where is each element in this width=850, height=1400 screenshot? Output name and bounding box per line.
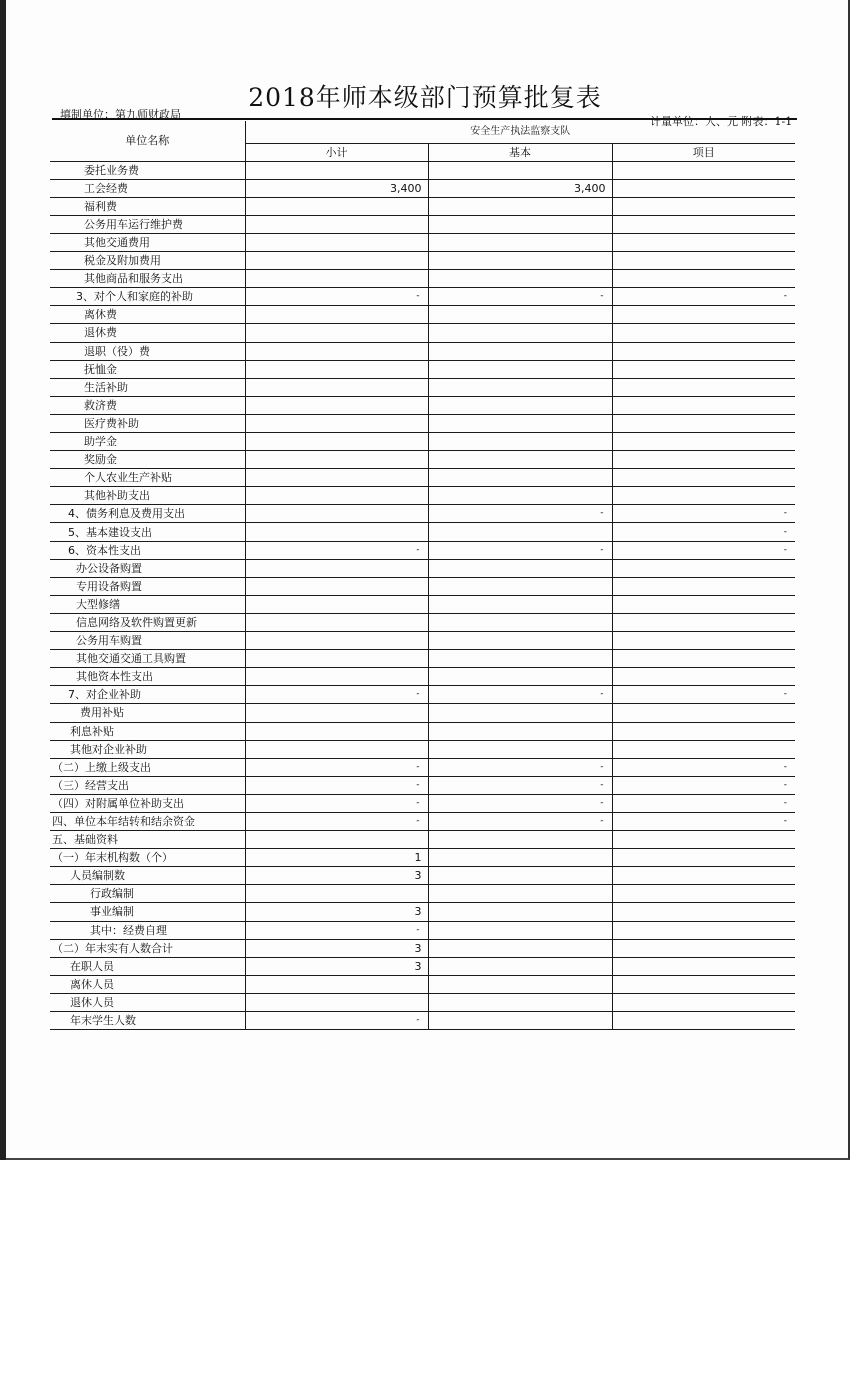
basic-cell (428, 704, 612, 722)
project-cell (612, 179, 795, 197)
subtotal-cell: - (245, 776, 428, 794)
table-row (50, 541, 795, 559)
subtotal-cell: 3 (245, 939, 428, 957)
row-name-cell: 4、债务利息及费用支出 (50, 505, 245, 523)
table-row (50, 414, 795, 432)
table-row (50, 794, 795, 812)
table-row (50, 650, 795, 668)
project-cell: - (612, 812, 795, 830)
subtotal-cell (245, 342, 428, 360)
filler-unit: 填制单位：第九师财政局 (60, 108, 181, 121)
row-name-cell: 6、资本性支出 (50, 541, 245, 559)
basic-cell (428, 921, 612, 939)
table-row (50, 433, 795, 451)
basic-cell (428, 668, 612, 686)
project-cell (612, 613, 795, 631)
row-name-cell: 办公设备购置 (50, 559, 245, 577)
basic-cell: - (428, 758, 612, 776)
basic-cell (428, 903, 612, 921)
row-name-cell: 其他资本性支出 (50, 668, 245, 686)
project-cell (612, 396, 795, 414)
table-row (50, 740, 795, 758)
table-row (50, 668, 795, 686)
row-name-cell: 人员编制数 (50, 867, 245, 885)
name-column-header: 单位名称 (50, 121, 245, 161)
row-name-cell: 费用补贴 (50, 704, 245, 722)
subtotal-cell (245, 975, 428, 993)
basic-cell (428, 559, 612, 577)
project-header: 项目 (612, 143, 795, 161)
page-title: 2018年师本级部门预算批复表 (248, 83, 602, 112)
row-name-cell: 5、基本建设支出 (50, 523, 245, 541)
row-name-cell: 行政编制 (50, 885, 245, 903)
subtotal-cell (245, 885, 428, 903)
subtotal-cell (245, 270, 428, 288)
project-cell (612, 252, 795, 270)
row-name-cell: 五、基础资料 (50, 831, 245, 849)
subtotal-cell (245, 215, 428, 233)
project-cell: - (612, 541, 795, 559)
subtotal-cell (245, 613, 428, 631)
scan-edge (0, 0, 6, 1160)
basic-cell: - (428, 812, 612, 830)
subtotal-cell: 1 (245, 849, 428, 867)
subtotal-cell (245, 577, 428, 595)
row-name-cell: 公务用车购置 (50, 632, 245, 650)
table-row (50, 179, 795, 197)
table-row (50, 758, 795, 776)
row-name-cell: 抚恤金 (50, 360, 245, 378)
subtotal-cell (245, 559, 428, 577)
basic-cell (428, 414, 612, 432)
table-row (50, 487, 795, 505)
table-row (50, 360, 795, 378)
basic-header: 基本 (428, 143, 612, 161)
project-cell: - (612, 523, 795, 541)
table-row (50, 342, 795, 360)
project-cell (612, 324, 795, 342)
row-name-cell: 其中：经费自理 (50, 921, 245, 939)
header-rule (52, 118, 797, 120)
row-name-cell: 专用设备购置 (50, 577, 245, 595)
project-cell (612, 867, 795, 885)
row-name-cell: 个人农业生产补贴 (50, 469, 245, 487)
table-row (50, 903, 795, 921)
table-row (50, 378, 795, 396)
row-name-cell: 其他补助支出 (50, 487, 245, 505)
basic-cell (428, 360, 612, 378)
basic-cell (428, 740, 612, 758)
table-row (50, 233, 795, 251)
table-row (50, 559, 795, 577)
table-row (50, 161, 795, 179)
table-row (50, 632, 795, 650)
table-row (50, 686, 795, 704)
table-row (50, 722, 795, 740)
row-name-cell: 奖励金 (50, 451, 245, 469)
table-row (50, 197, 795, 215)
basic-cell (428, 161, 612, 179)
table-row (50, 885, 795, 903)
row-name-cell: 救济费 (50, 396, 245, 414)
table-row (50, 270, 795, 288)
subtotal-cell: - (245, 288, 428, 306)
row-name-cell: （二）年末实有人数合计 (50, 939, 245, 957)
project-cell (612, 215, 795, 233)
project-cell: - (612, 288, 795, 306)
budget-table (50, 121, 795, 1030)
subtotal-cell (245, 722, 428, 740)
project-cell (612, 903, 795, 921)
table-row (50, 849, 795, 867)
basic-cell (428, 613, 612, 631)
project-cell: - (612, 686, 795, 704)
basic-cell: - (428, 686, 612, 704)
subtotal-cell: - (245, 794, 428, 812)
subtotal-cell (245, 650, 428, 668)
row-name-cell: 在职人员 (50, 957, 245, 975)
project-cell (612, 433, 795, 451)
row-name-cell: 退职（役）费 (50, 342, 245, 360)
basic-cell (428, 849, 612, 867)
project-cell (612, 650, 795, 668)
row-name-cell: 事业编制 (50, 903, 245, 921)
subtotal-cell: - (245, 1012, 428, 1030)
row-name-cell: 其他对企业补助 (50, 740, 245, 758)
row-name-cell: （四）对附属单位补助支出 (50, 794, 245, 812)
row-name-cell: 工会经费 (50, 179, 245, 197)
row-name-cell: 7、对企业补助 (50, 686, 245, 704)
basic-cell (428, 722, 612, 740)
basic-cell (428, 252, 612, 270)
project-cell (612, 1012, 795, 1030)
basic-cell (428, 975, 612, 993)
subtotal-cell (245, 632, 428, 650)
subtotal-cell (245, 433, 428, 451)
table-row (50, 469, 795, 487)
basic-cell (428, 831, 612, 849)
subtotal-cell (245, 523, 428, 541)
project-cell (612, 161, 795, 179)
project-cell (612, 722, 795, 740)
subtotal-cell: 3 (245, 903, 428, 921)
subtotal-cell (245, 469, 428, 487)
row-name-cell: 生活补助 (50, 378, 245, 396)
header-row-1 (50, 121, 795, 143)
subtotal-cell (245, 487, 428, 505)
project-cell (612, 740, 795, 758)
row-name-cell: 大型修缮 (50, 595, 245, 613)
subtotal-cell (245, 252, 428, 270)
subtotal-cell (245, 993, 428, 1011)
project-cell (612, 704, 795, 722)
subtotal-cell (245, 704, 428, 722)
basic-cell: - (428, 541, 612, 559)
table-row (50, 451, 795, 469)
row-name-cell: 其他交通交通工具购置 (50, 650, 245, 668)
row-name-cell: 其他商品和服务支出 (50, 270, 245, 288)
basic-cell: - (428, 288, 612, 306)
basic-cell (428, 306, 612, 324)
project-cell (612, 993, 795, 1011)
subtotal-cell: - (245, 758, 428, 776)
basic-cell: 3,400 (428, 179, 612, 197)
row-name-cell: 3、对个人和家庭的补助 (50, 288, 245, 306)
subtotal-cell (245, 378, 428, 396)
table-row (50, 523, 795, 541)
subtotal-cell (245, 324, 428, 342)
row-name-cell: 委托业务费 (50, 161, 245, 179)
basic-cell (428, 233, 612, 251)
project-cell (612, 559, 795, 577)
project-cell (612, 957, 795, 975)
unit-name-header: 安全生产执法监察支队 (245, 121, 795, 143)
row-name-cell: （一）年末机构数（个） (50, 849, 245, 867)
subtotal-cell (245, 505, 428, 523)
project-cell (612, 414, 795, 432)
subtotal-cell (245, 233, 428, 251)
project-cell: - (612, 505, 795, 523)
row-name-cell: 离休人员 (50, 975, 245, 993)
table-row (50, 975, 795, 993)
project-cell (612, 921, 795, 939)
basic-cell (428, 650, 612, 668)
table-row (50, 215, 795, 233)
basic-cell (428, 867, 612, 885)
basic-cell (428, 342, 612, 360)
table-row (50, 921, 795, 939)
row-name-cell: 医疗费补助 (50, 414, 245, 432)
subtotal-cell: - (245, 812, 428, 830)
table-row (50, 957, 795, 975)
project-cell (612, 885, 795, 903)
row-name-cell: 退休费 (50, 324, 245, 342)
subtotal-cell (245, 306, 428, 324)
basic-cell (428, 993, 612, 1011)
basic-cell (428, 577, 612, 595)
table-row (50, 595, 795, 613)
table-row (50, 939, 795, 957)
subtotal-cell (245, 668, 428, 686)
row-name-cell: 税金及附加费用 (50, 252, 245, 270)
table-row (50, 505, 795, 523)
subtotal-cell (245, 161, 428, 179)
basic-cell: - (428, 794, 612, 812)
row-name-cell: 公务用车运行维护费 (50, 215, 245, 233)
row-name-cell: 退休人员 (50, 993, 245, 1011)
project-cell (612, 378, 795, 396)
row-name-cell: 信息网络及软件购置更新 (50, 613, 245, 631)
basic-cell (428, 324, 612, 342)
basic-cell (428, 197, 612, 215)
basic-cell: - (428, 505, 612, 523)
project-cell (612, 632, 795, 650)
subtotal-cell (245, 360, 428, 378)
subtotal-cell (245, 414, 428, 432)
basic-cell (428, 487, 612, 505)
basic-cell (428, 270, 612, 288)
subtotal-cell (245, 740, 428, 758)
project-cell: - (612, 758, 795, 776)
project-cell (612, 975, 795, 993)
row-name-cell: 四、单位本年结转和结余资金 (50, 812, 245, 830)
table-row (50, 396, 795, 414)
subtotal-cell: - (245, 686, 428, 704)
basic-cell (428, 885, 612, 903)
table-row (50, 993, 795, 1011)
table-row (50, 252, 795, 270)
project-cell (612, 342, 795, 360)
project-cell: - (612, 794, 795, 812)
subtotal-cell: - (245, 541, 428, 559)
table-row (50, 812, 795, 830)
row-name-cell: 利息补贴 (50, 722, 245, 740)
subtotal-cell (245, 197, 428, 215)
basic-cell (428, 396, 612, 414)
table-row (50, 1012, 795, 1030)
basic-cell (428, 1012, 612, 1030)
row-name-cell: 福利费 (50, 197, 245, 215)
basic-cell (428, 451, 612, 469)
row-name-cell: 其他交通费用 (50, 233, 245, 251)
table-row (50, 867, 795, 885)
table-row (50, 831, 795, 849)
project-cell (612, 487, 795, 505)
project-cell (612, 849, 795, 867)
row-name-cell: （三）经营支出 (50, 776, 245, 794)
project-cell: - (612, 776, 795, 794)
subtotal-header: 小计 (245, 143, 428, 161)
basic-cell (428, 632, 612, 650)
table-row (50, 776, 795, 794)
project-cell (612, 469, 795, 487)
project-cell (612, 270, 795, 288)
project-cell (612, 831, 795, 849)
basic-cell (428, 433, 612, 451)
project-cell (612, 577, 795, 595)
project-cell (612, 360, 795, 378)
basic-cell (428, 957, 612, 975)
subtotal-cell (245, 451, 428, 469)
measure-unit: 计量单位：人、元 附表：1-1 (650, 115, 793, 128)
project-cell (612, 306, 795, 324)
table-row (50, 613, 795, 631)
row-name-cell: （二）上缴上级支出 (50, 758, 245, 776)
table-row (50, 577, 795, 595)
basic-cell (428, 595, 612, 613)
subtotal-cell (245, 831, 428, 849)
subtotal-cell: - (245, 921, 428, 939)
table-row (50, 704, 795, 722)
project-cell (612, 451, 795, 469)
basic-cell (428, 523, 612, 541)
basic-cell (428, 215, 612, 233)
basic-cell: - (428, 776, 612, 794)
subtotal-cell: 3 (245, 867, 428, 885)
table-row (50, 324, 795, 342)
project-cell (612, 939, 795, 957)
basic-cell (428, 939, 612, 957)
project-cell (612, 595, 795, 613)
subtotal-cell (245, 595, 428, 613)
subtotal-cell (245, 396, 428, 414)
basic-cell (428, 469, 612, 487)
row-name-cell: 离休费 (50, 306, 245, 324)
basic-cell (428, 378, 612, 396)
table-row (50, 306, 795, 324)
subtotal-cell: 3 (245, 957, 428, 975)
project-cell (612, 668, 795, 686)
table-row (50, 288, 795, 306)
row-name-cell: 年末学生人数 (50, 1012, 245, 1030)
project-cell (612, 233, 795, 251)
row-name-cell: 助学金 (50, 433, 245, 451)
subtotal-cell: 3,400 (245, 179, 428, 197)
project-cell (612, 197, 795, 215)
